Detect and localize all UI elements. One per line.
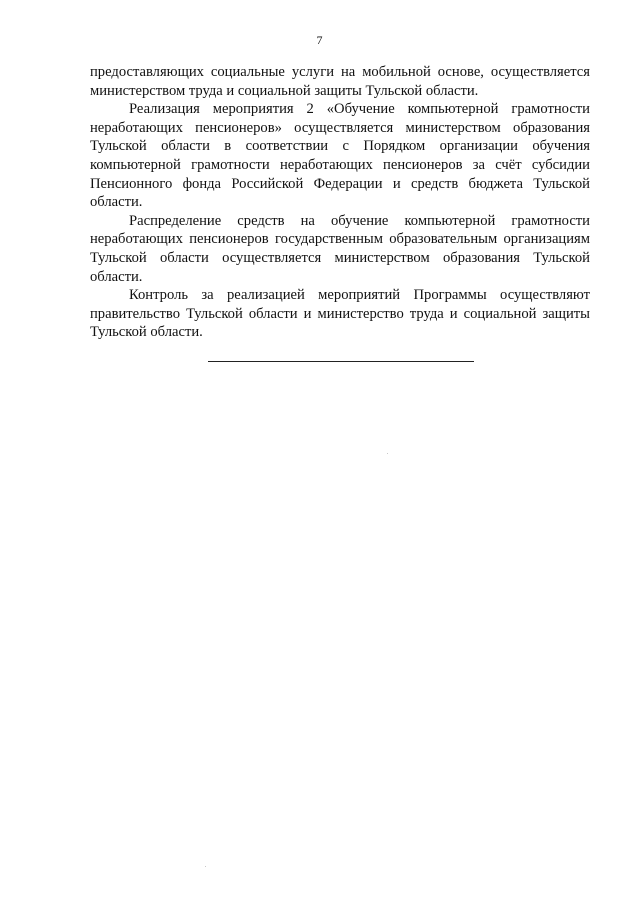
paragraph-2: Реализация мероприятия 2 «Обучение компьютерной грамотности неработающих пенсионеров» осуществляется министерством образования Тульской области в соответствии с Порядком организации обучения компьютерной грамотности неработающих пенсионеров за счёт субсидии Пенсионного фонда Российской Федерации и средств бюджета Тульской области. [90,101,590,211]
document-body [90,63,590,342]
page-number: 7 [316,33,323,47]
paragraph-4: Контроль за реализацией мероприятий Программы осуществляют правительство Тульской области и министерство труда и социальной защиты Тульской области. [90,287,590,341]
paragraph-3: Распределение средств на обучение компьютерной грамотности неработающих пенсионеров государственным образовательным организациям Тульской области осуществляется министерством образования Тульской области. [90,212,590,285]
paragraph-1: предоставляющих социальные услуги на мобильной основе, осуществляется министерством труда и социальной защиты Тульской области. [90,64,590,99]
scan-speck [387,453,388,454]
end-of-text-rule [208,361,474,362]
scan-speck [205,866,206,867]
